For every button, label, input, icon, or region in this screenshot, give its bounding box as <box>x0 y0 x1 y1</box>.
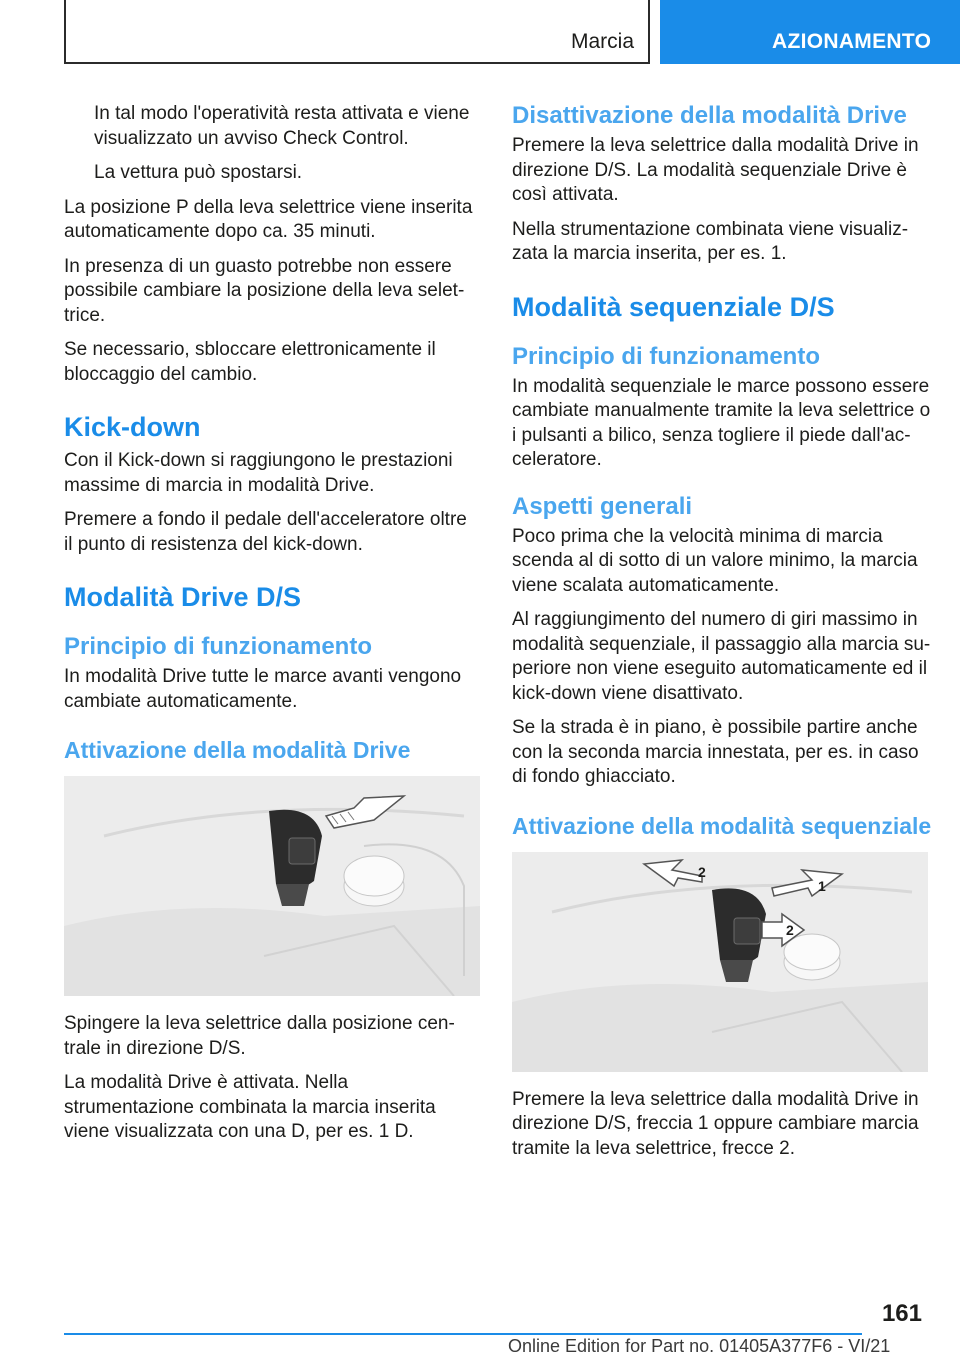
paragraph: In tal modo l'operatività resta attivata e viene visualizzato un avviso Check Control. <box>94 103 470 149</box>
gear-selector-arrows-drawing <box>512 852 928 1072</box>
chapter-title: AZIONAMENTO <box>772 30 932 53</box>
chapter-tab <box>660 0 960 64</box>
heading-principle: Principio di funzionamento <box>512 342 820 370</box>
paragraph: Nella strumentazione combinata viene visualiz-zata la marcia inserita, per es. 1. <box>512 218 909 264</box>
paragraph: La posizione P della leva selettrice viene inserita automaticamente dopo ca. 35 minuti. <box>64 196 473 242</box>
gear-selector-drawing <box>64 776 480 996</box>
paragraph: Spingere la leva selettrice dalla posizione cen-trale in direzione D/S. <box>64 1013 455 1059</box>
page-number: 161 <box>881 1300 922 1327</box>
paragraph: La vettura può spostarsi. <box>94 162 303 183</box>
gear-selector-illustration <box>64 776 480 996</box>
heading-sequential-activation: Attivazione della modalità sequenziale <box>512 812 932 839</box>
header-section-box <box>64 0 650 64</box>
paragraph: In modalità Drive tutte le marce avanti vengono cambiate automaticamente. <box>64 666 462 712</box>
heading-sequential-mode: Modalità sequenziale D/S <box>512 291 835 322</box>
paragraph: Con il Kick-down si raggiungono le prestazioni massime di marcia in modalità Drive. <box>64 450 453 496</box>
paragraph: Poco prima che la velocità minima di marcia scenda al di sotto di un valore minimo, la marcia viene scalata automaticamente. <box>512 525 918 596</box>
paragraph: La modalità Drive è attivata. Nella strumentazione combinata la marcia inserita viene visualizzata con una D, per es. 1 D. <box>64 1072 436 1142</box>
footer-rule <box>64 1333 862 1335</box>
heading-kick-down: Kick-down <box>64 412 201 442</box>
arrow-2-label: 2 <box>786 921 794 938</box>
paragraph: In modalità sequenziale le marce possono essere cambiate manualmente tramite la leva selettrice o i pulsanti a bilico, senza togliere il piede dall'ac-celeratore. <box>512 375 931 470</box>
right-column <box>512 102 932 1171</box>
arrow-2-label: 2 <box>698 863 706 880</box>
heading-drive-deactivation: Disattivazione della modalità Drive <box>512 102 907 129</box>
paragraph: Premere a fondo il pedale dell'acceleratore oltre il punto di resistenza del kick-down. <box>64 509 467 555</box>
paragraph: Se necessario, sbloccare elettronicamente il bloccaggio del cambio. <box>64 339 436 385</box>
paragraph: Al raggiungimento del numero di giri massimo in modalità sequenziale, il passaggio alla marcia su-periore non viene eseguito automaticamente ed il kick-down viene disattivato. <box>512 609 931 704</box>
paragraph: In presenza di un guasto potrebbe non essere possibile cambiare la posizione della leva selet-trice. <box>64 255 465 326</box>
heading-drive-mode: Modalità Drive D/S <box>64 582 302 612</box>
paragraph: Se la strada è in piano, è possibile partire anche con la seconda marcia innestata, per es. in caso di fondo ghiacciato. <box>512 717 919 787</box>
paragraph: Premere la leva selettrice dalla modalità Drive in direzione D/S. La modalità sequenziale Drive è così attivata. <box>512 135 919 205</box>
heading-drive-activation: Attivazione della modalità Drive <box>64 737 411 763</box>
gear-selector-arrows-illustration <box>512 852 928 1072</box>
arrow-1-label: 1 <box>818 877 826 894</box>
left-column <box>64 102 480 1155</box>
heading-principle: Principio di funzionamento <box>64 633 372 660</box>
section-title: Marcia <box>570 30 634 53</box>
edition-note: Online Edition for Part no. 01405A377F6 - VI/21 <box>508 1336 891 1356</box>
paragraph: Premere la leva selettrice dalla modalità Drive in direzione D/S, freccia 1 oppure cambiare marcia tramite la leva selettrice, frecce 2. <box>512 1088 919 1159</box>
heading-general-aspects: Aspetti generali <box>512 492 693 520</box>
